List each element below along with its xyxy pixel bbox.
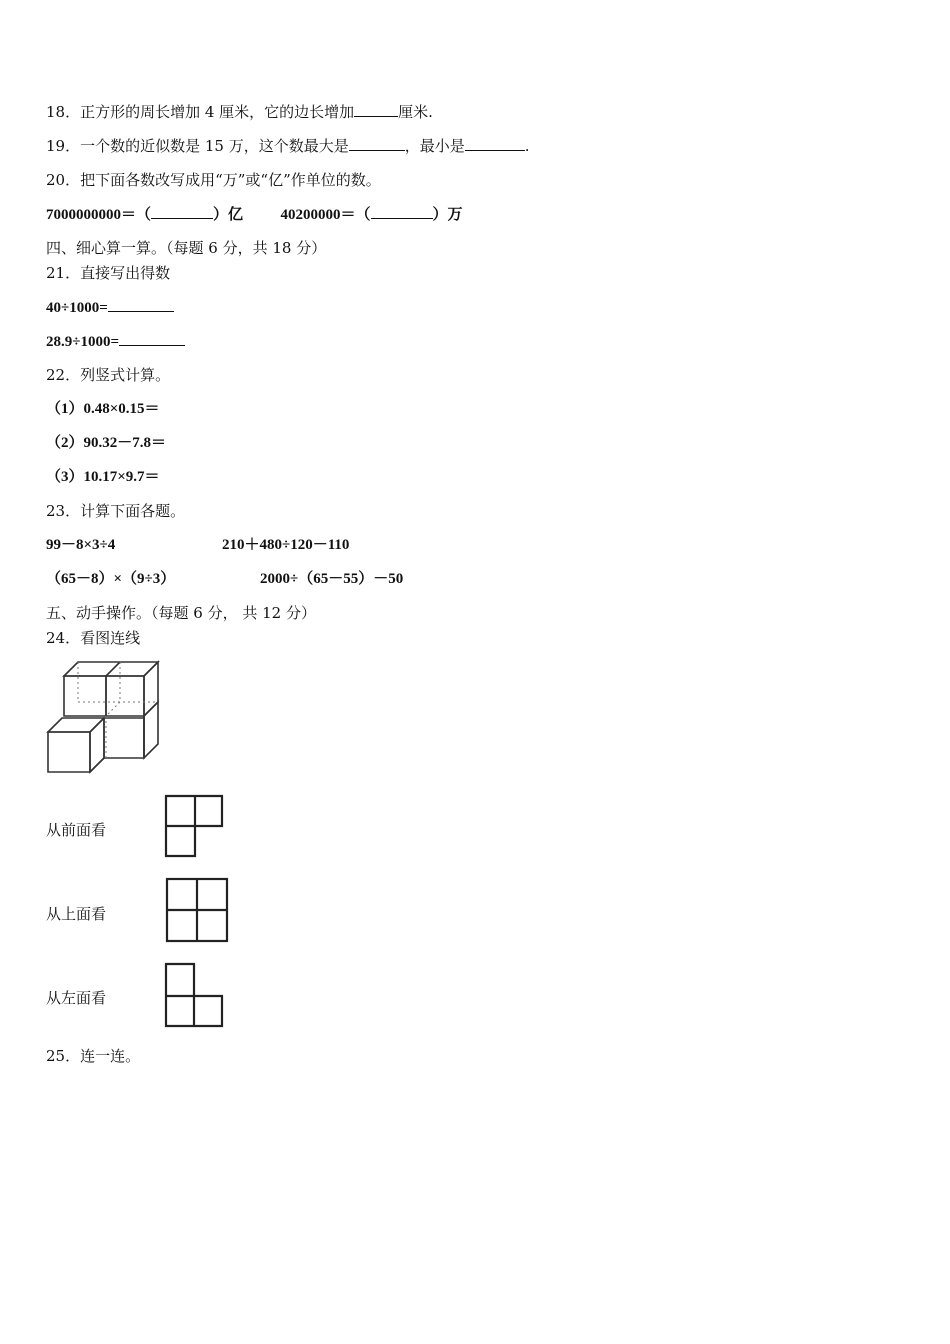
- q23-expr-3: （65－8）×（9÷3）: [46, 571, 176, 587]
- q20-item1-b: ）亿: [213, 207, 244, 223]
- q22-item-1: （1）0.48×0.15＝: [46, 401, 160, 417]
- q19-blank-min[interactable]: [465, 136, 525, 151]
- left-view-grid[interactable]: [162, 960, 226, 1030]
- q18-blank[interactable]: [354, 102, 398, 117]
- question-21-title: 21．直接写出得数: [46, 264, 171, 282]
- q21-expr-1: [46, 297, 174, 318]
- question-20-items: [46, 204, 463, 225]
- q19-text-b: ，最小是: [404, 137, 465, 155]
- q22-item-3: （3）10.17×9.7＝: [46, 469, 160, 485]
- question-22-title: 22．列竖式计算。: [46, 366, 171, 384]
- q19-blank-max[interactable]: [349, 136, 405, 151]
- view-label-front: 从前面看: [46, 821, 107, 839]
- question-24-title: 24．看图连线: [46, 629, 141, 647]
- left-view-drawing: [162, 960, 226, 1030]
- front-view-drawing: [162, 792, 226, 860]
- question-25-title: 25．连一连。: [46, 1047, 141, 1065]
- q23-expr-4: 2000÷（65－55）－50: [260, 571, 404, 587]
- q20-item2-b: ）万: [432, 207, 463, 223]
- section-4-heading: 四、细心算一算。（每题 6 分，共 18 分）: [46, 239, 327, 257]
- view-label-top: 从上面看: [46, 905, 107, 923]
- q23-expr-2: 210＋480÷120－110: [222, 537, 350, 553]
- question-23-title: 23．计算下面各题。: [46, 502, 186, 520]
- top-view-grid[interactable]: [163, 875, 231, 945]
- q19-text-c: .: [524, 137, 530, 155]
- q20-blank-2[interactable]: [371, 204, 433, 219]
- q20-item2-a: 40200000＝（: [280, 207, 371, 223]
- q20-blank-1[interactable]: [151, 204, 213, 219]
- question-19: [46, 136, 530, 156]
- view-label-left: 从左面看: [46, 989, 107, 1007]
- q21-expr-2-text: 28.9÷1000=: [46, 334, 120, 350]
- q21-blank-1[interactable]: [108, 297, 174, 312]
- q23-expr-1: 99－8×3÷4: [46, 537, 116, 553]
- cube-stack-drawing: [44, 658, 160, 778]
- q22-item-2: （2）90.32－7.8＝: [46, 435, 167, 451]
- q18-text-a: 18．正方形的周长增加 4 厘米，它的边长增加: [46, 103, 355, 121]
- question-18: [46, 102, 433, 122]
- q20-item1-a: 7000000000＝（: [46, 207, 152, 223]
- front-view-grid[interactable]: [162, 792, 226, 860]
- q21-expr-2: [46, 331, 185, 352]
- q18-text-b: 厘米.: [398, 103, 433, 121]
- cube-stack-figure: [44, 658, 160, 778]
- q21-blank-2[interactable]: [119, 331, 185, 346]
- section-5-heading: 五、动手操作。（每题 6 分， 共 12 分）: [46, 604, 316, 622]
- q19-text-a: 19．一个数的近似数是 15 万，这个数最大是: [46, 137, 349, 155]
- question-20-title: 20．把下面各数改写成用“万”或“亿”作单位的数。: [46, 171, 381, 189]
- q21-expr-1-text: 40÷1000=: [46, 300, 108, 316]
- top-view-drawing: [163, 875, 231, 945]
